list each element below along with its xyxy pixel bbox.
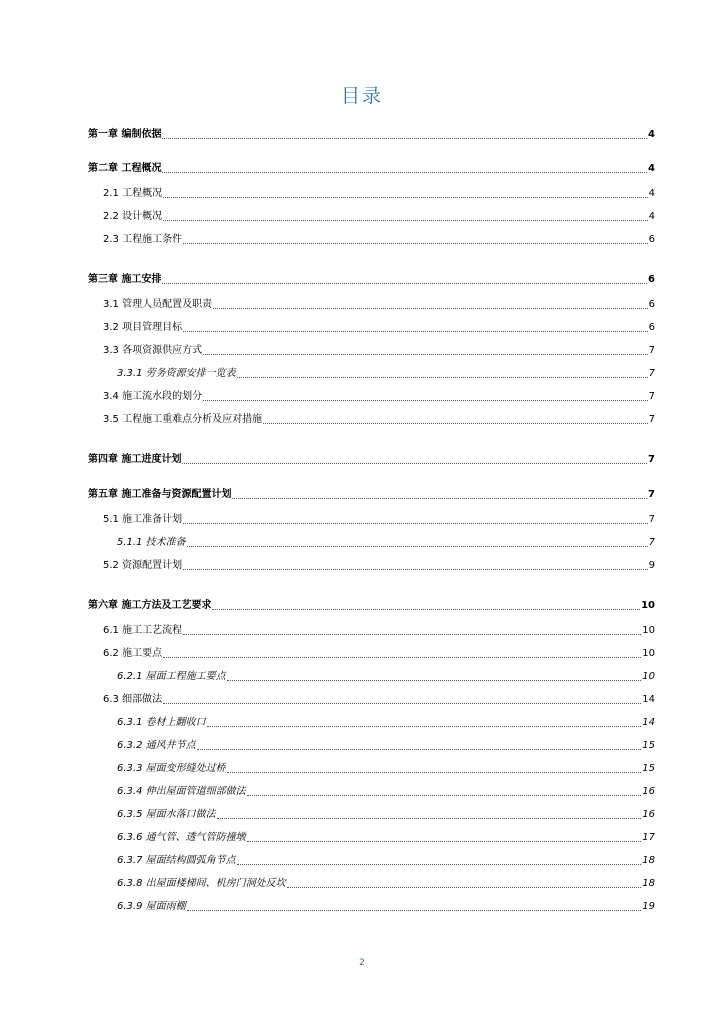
toc-entry-page: 7 [648, 514, 655, 525]
toc-dot-leader [247, 841, 642, 842]
toc-entry[interactable] [117, 739, 655, 753]
toc-entry[interactable] [88, 488, 655, 502]
toc-entry-page: 7 [648, 489, 655, 500]
toc-entry-label: 6.3 细部做法 [103, 694, 163, 705]
toc-dot-leader [163, 220, 648, 221]
toc-entry[interactable] [117, 670, 655, 684]
toc-entry[interactable] [103, 187, 655, 201]
toc-entry-label: 5.1.1 技术准备 [117, 537, 186, 548]
toc-entry-label: 第四章 施工进度计划 [88, 454, 182, 465]
toc-entry-label: 3.3.1 劳务资源安排一览表 [117, 368, 236, 379]
toc-dot-leader [182, 463, 647, 464]
toc-entry-page: 16 [642, 786, 655, 797]
toc-entry[interactable] [117, 900, 655, 914]
toc-entry-label: 6.2.1 屋面工程施工要点 [117, 671, 226, 682]
toc-entry[interactable] [117, 831, 655, 845]
toc-entry-page: 16 [642, 809, 655, 820]
toc-dot-leader [187, 546, 648, 547]
toc-entry-label: 3.1 管理人员配置及职责 [103, 299, 213, 310]
toc-dot-leader [183, 634, 641, 635]
toc-entry-label: 第一章 编制依据 [88, 129, 162, 140]
toc-entry-label: 3.3 各项资源供应方式 [103, 345, 203, 356]
toc-entry-page: 14 [642, 694, 655, 705]
toc-entry-page: 15 [642, 740, 655, 751]
toc-entry[interactable] [103, 344, 655, 358]
toc-dot-leader [203, 354, 648, 355]
toc-dot-leader [287, 887, 642, 888]
toc-entry-label: 2.2 设计概况 [103, 211, 163, 222]
toc-dot-leader [263, 423, 648, 424]
toc-entry[interactable] [103, 513, 655, 527]
toc-entry-label: 3.5 工程施工重难点分析及应对措施 [103, 414, 263, 425]
toc-entry[interactable] [117, 785, 655, 799]
toc-entry-page: 7 [648, 345, 655, 356]
toc-entry-page: 18 [642, 855, 655, 866]
toc-entry-page: 6 [648, 274, 655, 285]
toc-dot-leader [213, 308, 648, 309]
toc-entry-label: 6.3.7 屋面结构圆弧角节点 [117, 855, 236, 866]
toc-entry-label: 第三章 施工安排 [88, 274, 162, 285]
toc-entry[interactable] [88, 599, 655, 613]
toc-entry-page: 6 [648, 299, 655, 310]
toc-entry-label: 6.3.6 通气管、透气管防撞墩 [117, 832, 246, 843]
toc-dot-leader [203, 400, 648, 401]
toc-entry-page: 7 [648, 454, 655, 465]
toc-entry-label: 6.3.4 伸出屋面管道细部做法 [117, 786, 246, 797]
toc-entry-label: 5.2 资源配置计划 [103, 560, 183, 571]
toc-dot-leader [207, 726, 642, 727]
toc-entry-page: 7 [648, 391, 655, 402]
toc-entry[interactable] [103, 624, 655, 638]
toc-dot-leader [232, 498, 647, 499]
toc-dot-leader [183, 569, 648, 570]
toc-entry-page: 6 [648, 234, 655, 245]
toc-entry[interactable] [117, 877, 655, 891]
toc-entry-label: 3.2 项目管理目标 [103, 322, 183, 333]
toc-entry-page: 4 [648, 211, 655, 222]
toc-entry-label: 6.3.3 屋面变形缝处过桥 [117, 763, 226, 774]
toc-entry[interactable] [103, 693, 655, 707]
toc-dot-leader [227, 680, 642, 681]
toc-entry[interactable] [88, 273, 655, 287]
toc-entry-page: 4 [648, 163, 655, 174]
toc-entry-label: 2.1 工程概况 [103, 188, 163, 199]
toc-entry-page: 4 [648, 188, 655, 199]
toc-entry-page: 14 [642, 717, 655, 728]
toc-entry-page: 7 [648, 414, 655, 425]
toc-entry-label: 2.3 工程施工条件 [103, 234, 183, 245]
toc-entry[interactable] [117, 854, 655, 868]
toc-entry-page: 6 [648, 322, 655, 333]
toc-dot-leader [163, 703, 641, 704]
toc-title: 目录 [340, 85, 383, 107]
toc-entry-page: 18 [642, 878, 655, 889]
toc-entry-label: 6.3.5 屋面水落口做法 [117, 809, 216, 820]
toc-dot-leader [247, 795, 642, 796]
toc-entry-page: 4 [648, 129, 655, 140]
toc-entry-page: 17 [642, 832, 655, 843]
toc-dot-leader [162, 138, 647, 139]
toc-entry[interactable] [103, 298, 655, 312]
toc-entry-page: 9 [648, 560, 655, 571]
toc-entry[interactable] [117, 536, 655, 550]
toc-dot-leader [183, 331, 648, 332]
toc-entry[interactable] [103, 390, 655, 404]
toc-dot-leader [197, 749, 642, 750]
toc-entry-label: 3.4 施工流水段的划分 [103, 391, 203, 402]
toc-entry[interactable] [103, 210, 655, 224]
toc-entry-page: 7 [648, 537, 655, 548]
toc-dot-leader [163, 657, 641, 658]
toc-dot-leader [237, 864, 642, 865]
toc-entry-label: 6.3.1 卷材上翻收口 [117, 717, 206, 728]
toc-entry-label: 第六章 施工方法及工艺要求 [88, 600, 212, 611]
toc-entry[interactable] [88, 128, 655, 142]
toc-entry-label: 6.1 施工工艺流程 [103, 625, 183, 636]
toc-entry-page: 10 [642, 671, 655, 682]
toc-dot-leader [183, 523, 648, 524]
toc-entry-page: 10 [642, 648, 655, 659]
page-number: 2 [359, 958, 365, 968]
toc-entry-label: 第二章 工程概况 [88, 163, 162, 174]
toc-dot-leader [227, 772, 642, 773]
toc-entry[interactable] [88, 453, 655, 467]
toc-entry-page: 15 [642, 763, 655, 774]
toc-entry-label: 6.3.2 通风井节点 [117, 740, 196, 751]
toc-dot-leader [162, 283, 647, 284]
toc-entry-page: 7 [648, 368, 655, 379]
toc-entry-page: 19 [642, 901, 655, 912]
toc-entry[interactable] [103, 413, 655, 427]
toc-dot-leader [163, 197, 648, 198]
toc-dot-leader [187, 910, 642, 911]
toc-dot-leader [183, 243, 648, 244]
toc-entry[interactable] [88, 162, 655, 176]
toc-entry-label: 6.2 施工要点 [103, 648, 163, 659]
toc-dot-leader [212, 609, 640, 610]
toc-entry[interactable] [117, 808, 655, 822]
toc-entry-label: 6.3.9 屋面雨棚 [117, 901, 186, 912]
toc-entry[interactable] [117, 762, 655, 776]
toc-dot-leader [237, 377, 648, 378]
toc-entry[interactable] [117, 716, 655, 730]
toc-dot-leader [162, 172, 647, 173]
toc-entry[interactable] [103, 321, 655, 335]
toc-entry[interactable] [103, 647, 655, 661]
toc-entry-label: 5.1 施工准备计划 [103, 514, 183, 525]
toc-entry[interactable] [103, 233, 655, 247]
toc-entry-page: 10 [642, 625, 655, 636]
toc-entry[interactable] [103, 559, 655, 573]
toc-entry-label: 第五章 施工准备与资源配置计划 [88, 489, 232, 500]
toc-entry-label: 6.3.8 出屋面楼梯间、机房门洞处反坎 [117, 878, 286, 889]
toc-entry[interactable] [117, 367, 655, 381]
toc-entry-page: 10 [641, 600, 655, 611]
toc-dot-leader [217, 818, 642, 819]
